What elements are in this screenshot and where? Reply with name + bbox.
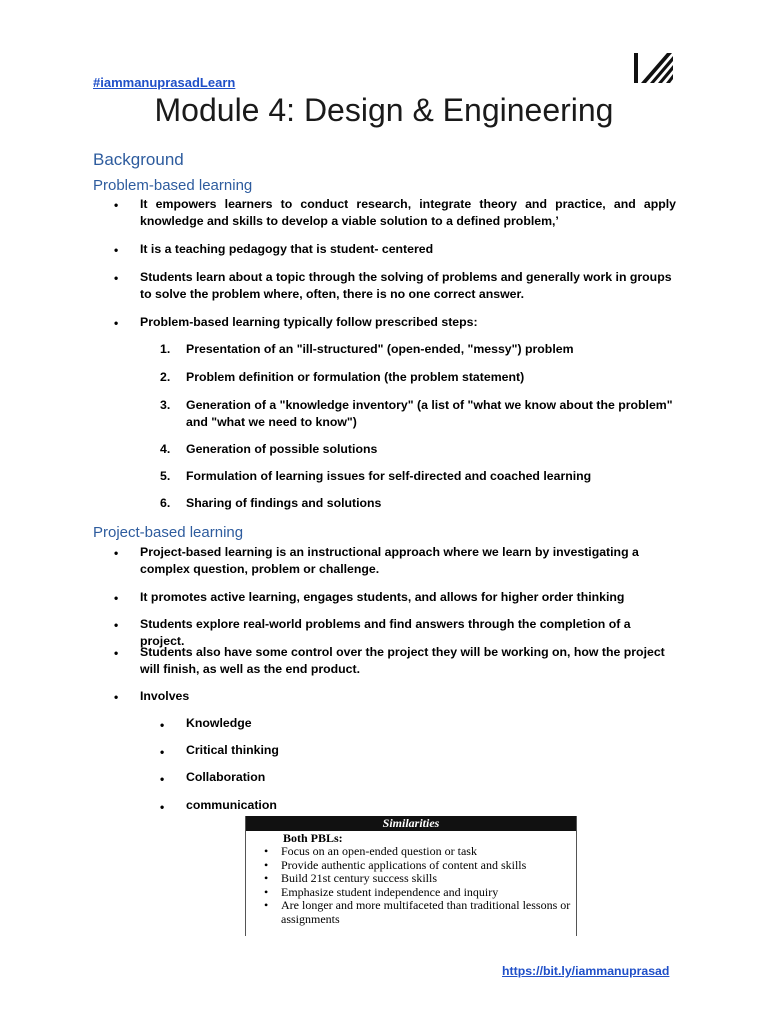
list-item <box>264 886 576 900</box>
step-text: Formulation of learning issues for self-directed and coached learning <box>186 469 592 483</box>
bullet-dot-icon: • <box>114 546 119 560</box>
bullet-dot-icon: • <box>114 316 119 330</box>
bullet-dot-icon: • <box>264 884 269 899</box>
list-item: It empowers learners to conduct research, integrate theory and practice, and apply knowledge and skills to develop a viable solution to a defined problem,’ <box>140 197 676 228</box>
bullet-dot-icon: • <box>264 898 269 912</box>
list-item: Involves <box>140 689 190 703</box>
bullet-dot-icon: • <box>160 718 165 732</box>
list-item: Students also have some control over the project they will be working on, how the project will finish, as well as the end product. <box>140 645 665 676</box>
step-number: 1. <box>160 342 171 356</box>
similarity-text: Are longer and more multifaceted than traditional lessons or assignments <box>281 898 571 926</box>
list-item <box>264 899 576 926</box>
list-item <box>264 872 576 886</box>
step-text: Problem definition or formulation (the problem statement) <box>186 370 525 384</box>
list-item <box>264 859 576 873</box>
similarity-text: Provide authentic applications of content and skills <box>281 857 527 872</box>
similarities-list <box>246 845 576 926</box>
bullet-dot-icon: • <box>264 857 269 872</box>
background-heading: Background <box>93 150 184 169</box>
step-text: Sharing of findings and solutions <box>186 496 382 510</box>
involves-item: Critical thinking <box>186 743 279 757</box>
footer-link[interactable]: https://bit.ly/iammanuprasad <box>502 964 670 978</box>
bullet-dot-icon: • <box>264 844 269 858</box>
similarities-table <box>245 816 577 936</box>
step-number: 2. <box>160 370 171 384</box>
bullet-dot-icon: • <box>264 871 269 885</box>
bullet-dot-icon: • <box>114 690 119 704</box>
hashtag-link[interactable]: #iammanuprasadLearn <box>93 75 236 90</box>
list-item: It is a teaching pedagogy that is student- centered <box>140 242 434 256</box>
bullet-dot-icon: • <box>160 800 165 814</box>
step-text: Presentation of an "ill-structured" (open-ended, "messy") problem <box>186 342 574 356</box>
bullet-dot-icon: • <box>114 646 119 660</box>
step-text: Generation of possible solutions <box>186 442 378 456</box>
similarities-subheading: Both PBLs: <box>283 831 343 845</box>
bullet-dot-icon: • <box>160 745 165 759</box>
similarities-header: Similarities <box>246 816 576 831</box>
step-number: 5. <box>160 469 171 483</box>
similarity-text: Build 21st century success skills <box>281 871 437 885</box>
bullet-dot-icon: • <box>114 271 119 285</box>
step-number: 3. <box>160 398 171 412</box>
project-based-heading: Project-based learning <box>93 524 244 541</box>
list-item <box>264 845 576 859</box>
step-number: 4. <box>160 442 171 456</box>
brand-logo-icon <box>632 51 676 85</box>
similarity-text: Emphasize student independence and inquiry <box>281 884 499 899</box>
bullet-dot-icon: • <box>114 591 119 605</box>
bullet-dot-icon: • <box>114 243 119 257</box>
bullet-dot-icon: • <box>114 198 119 212</box>
problem-based-heading: Problem-based learning <box>93 177 253 194</box>
involves-item: Knowledge <box>186 716 252 730</box>
list-item: Students explore real-world problems and find answers through the completion of a project. <box>140 617 631 648</box>
step-text: Generation of a "knowledge inventory" (a list of "what we know about the problem" and "what we need to know") <box>186 398 673 429</box>
similarity-text: Focus on an open-ended question or task <box>281 844 477 858</box>
bullet-dot-icon: • <box>114 618 119 632</box>
involves-item: communication <box>186 798 277 812</box>
list-item: Problem-based learning typically follow prescribed steps: <box>140 315 478 329</box>
list-item: Project-based learning is an instructional approach where we learn by investigating a complex question, problem or challenge. <box>140 545 639 576</box>
involves-item: Collaboration <box>186 770 266 784</box>
page-title: Module 4: Design & Engineering <box>154 92 614 128</box>
list-item: Students learn about a topic through the solving of problems and generally work in groups to solve the problem where, often, there is no one correct answer. <box>140 270 672 301</box>
list-item: It promotes active learning, engages students, and allows for higher order thinking <box>140 590 625 604</box>
bullet-dot-icon: • <box>160 772 165 786</box>
step-number: 6. <box>160 496 171 510</box>
